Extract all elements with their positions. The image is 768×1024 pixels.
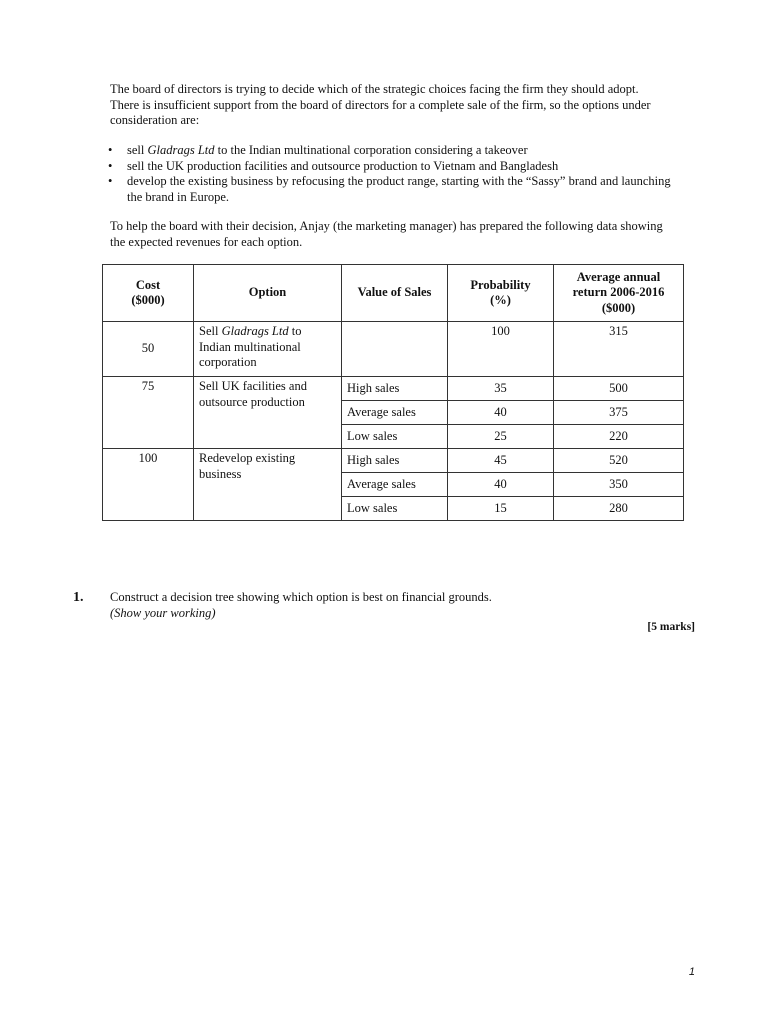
page-number: 1 xyxy=(688,966,695,978)
value-cell: Average sales xyxy=(342,473,448,497)
header-return-line1: Average annual xyxy=(576,269,661,284)
table-header-row xyxy=(103,265,684,322)
marks-label: [5 marks] xyxy=(647,621,695,633)
option-text-post: to Indian multinational corporation xyxy=(199,324,302,369)
header-cost-line2: ($000) xyxy=(131,293,165,307)
return-cell: 315 xyxy=(554,322,684,377)
header-prob-line1: Probability xyxy=(470,277,531,292)
header-cost-line1: Cost xyxy=(135,277,161,292)
probability-cell: 35 xyxy=(448,377,554,401)
header-option: Option xyxy=(194,265,342,322)
bullet-text-post: to the Indian multinational corporation considering a takeover xyxy=(214,143,528,157)
list-item xyxy=(108,174,678,205)
value-cell xyxy=(342,322,448,377)
header-return xyxy=(554,265,684,322)
bullet-icon: • xyxy=(108,174,113,188)
option-text-pre: Sell xyxy=(199,324,222,338)
header-return-line3: ($000) xyxy=(601,300,636,315)
help-paragraph: To help the board with their decision, Anjay (the marketing manager) has prepared the following data showing the expected revenues for each option. xyxy=(110,219,663,249)
return-cell: 280 xyxy=(554,497,684,521)
value-cell: High sales xyxy=(342,449,448,473)
table-row xyxy=(103,377,684,401)
probability-cell: 40 xyxy=(448,401,554,425)
header-probability xyxy=(448,265,554,322)
list-item xyxy=(108,143,678,159)
return-cell: 520 xyxy=(554,449,684,473)
value-cell: Low sales xyxy=(342,425,448,449)
return-cell: 220 xyxy=(554,425,684,449)
probability-cell: 100 xyxy=(448,322,554,377)
table-row xyxy=(103,449,684,473)
bullet-icon: • xyxy=(108,143,113,157)
return-cell: 350 xyxy=(554,473,684,497)
return-cell: 375 xyxy=(554,401,684,425)
bullet-text: sell the UK production facilities and outsource production to Vietnam and Bangladesh xyxy=(127,158,559,173)
question-text: Construct a decision tree showing which option is best on financial grounds. xyxy=(110,590,492,604)
bullet-icon: • xyxy=(108,158,113,173)
probability-cell: 40 xyxy=(448,473,554,497)
cost-cell: 100 xyxy=(103,449,194,521)
intro-paragraph: The board of directors is trying to decide which of the strategic choices facing the firm they should adopt. There is insufficient support from the board of directors for a complete sale of the firm, so the options under consideration are: xyxy=(110,82,651,127)
header-value: Value of Sales xyxy=(342,265,448,322)
return-cell: 500 xyxy=(554,377,684,401)
probability-cell: 25 xyxy=(448,425,554,449)
options-list xyxy=(108,143,678,205)
cost-cell: 75 xyxy=(103,377,194,449)
cost-cell: 50 xyxy=(103,322,194,377)
probability-cell: 45 xyxy=(448,449,554,473)
probability-cell: 15 xyxy=(448,497,554,521)
header-cost xyxy=(103,265,194,322)
header-return-line2: return 2006-2016 xyxy=(572,285,665,300)
bullet-text: develop the existing business by refocusing the product range, starting with the “Sassy” brand and launching the brand in Europe. xyxy=(127,174,671,204)
list-item xyxy=(108,159,678,175)
company-name: Gladrags Ltd xyxy=(221,324,289,338)
value-cell: Average sales xyxy=(342,401,448,425)
option-cell: Sell UK facilities and outsource production xyxy=(194,377,342,449)
bullet-text-pre: sell xyxy=(127,143,148,157)
value-cell: High sales xyxy=(342,377,448,401)
header-prob-line2: (%) xyxy=(490,293,511,307)
option-cell: Redevelop existing business xyxy=(194,449,342,521)
table-row xyxy=(103,322,684,377)
company-name: Gladrags Ltd xyxy=(147,143,215,157)
question-number: 1. xyxy=(73,590,84,605)
value-cell: Low sales xyxy=(342,497,448,521)
revenue-table xyxy=(102,264,684,521)
question-note: (Show your working) xyxy=(110,606,216,620)
option-cell xyxy=(194,322,342,377)
